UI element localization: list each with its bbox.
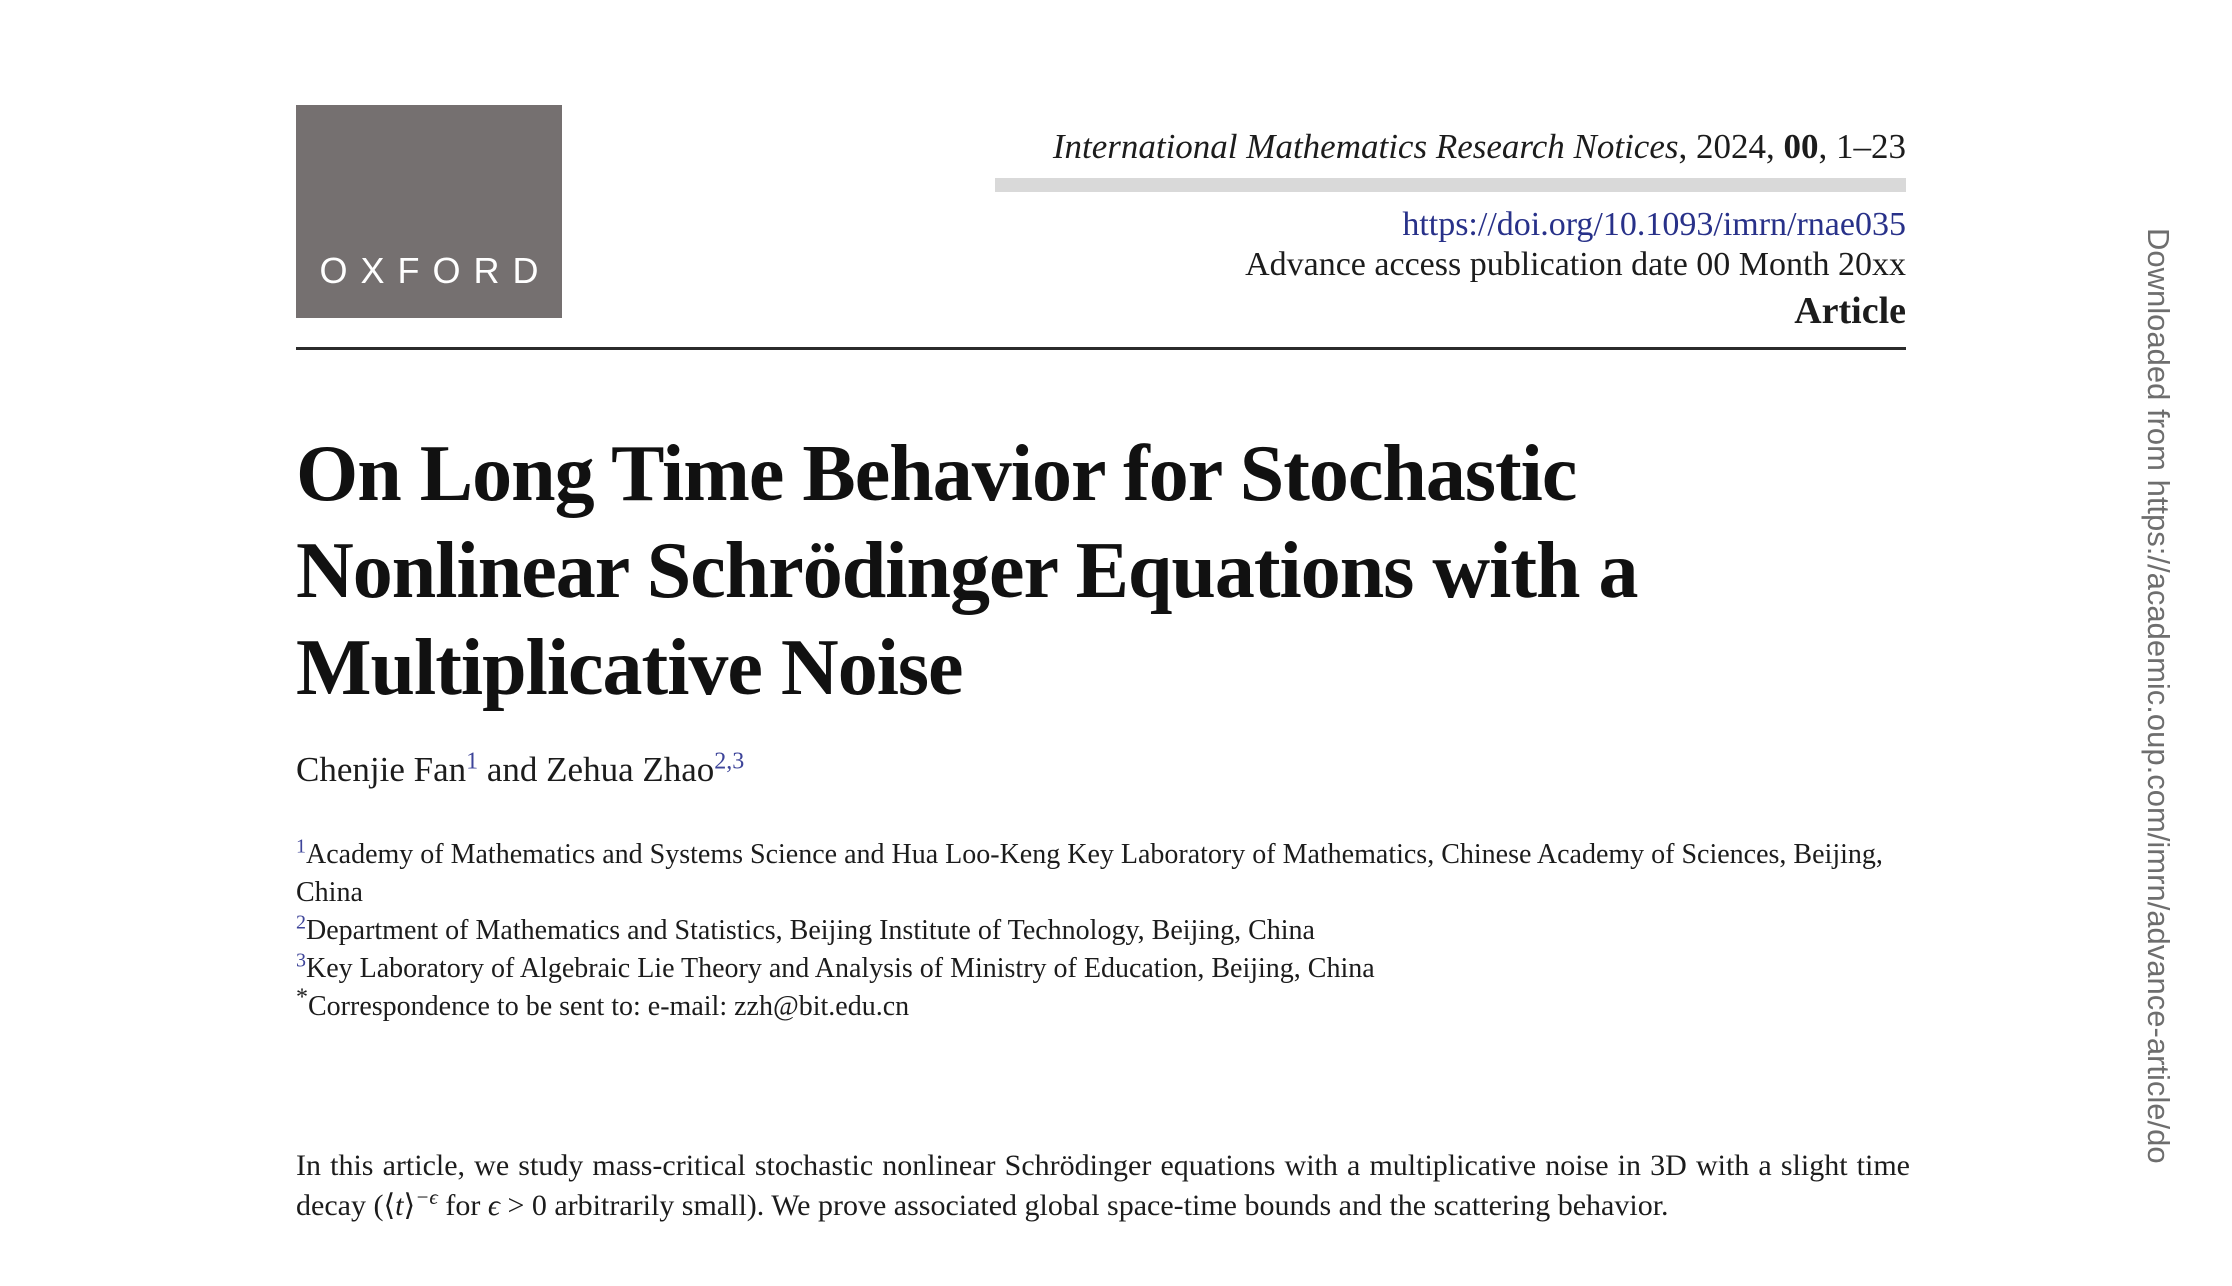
correspondence-text: Correspondence to be sent to: e-mail: zzh@bit.edu.cn <box>308 991 910 1022</box>
correspondence-line <box>296 984 1926 1026</box>
authors-joiner: and <box>478 750 547 789</box>
math-exponent: −ϵ <box>415 1185 438 1209</box>
affiliation-2-text: Department of Mathematics and Statistics, Beijing Institute of Technology, Beijing, China <box>306 915 1315 946</box>
math-angle-close: ⟩ <box>403 1189 416 1222</box>
abstract-part-2: for <box>437 1189 488 1222</box>
header-divider-bar <box>995 178 1906 192</box>
journal-name: International Mathematics Research Notices <box>1052 127 1679 166</box>
affiliation-3-mark: 3 <box>296 949 306 972</box>
author-2-name: Zehua Zhao <box>546 750 715 789</box>
authors-line <box>296 748 1896 792</box>
oxford-logo-text: OXFORD <box>319 250 552 291</box>
affiliation-1-text: Academy of Mathematics and Systems Science and Hua Loo-Keng Key Laboratory of Mathematics, Chinese Academy of Sciences, Beijing, China <box>296 839 1883 908</box>
journal-header <box>995 126 1906 330</box>
math-variable-t: t <box>395 1189 404 1222</box>
affiliation-3-text: Key Laboratory of Algebraic Lie Theory and Analysis of Ministry of Education, Beijing, China <box>306 953 1375 984</box>
abstract-text <box>296 1146 1910 1226</box>
affiliation-2-mark: 2 <box>296 911 306 934</box>
page-title <box>296 426 1916 717</box>
affiliation-3 <box>296 950 1926 988</box>
math-epsilon: ϵ <box>487 1189 500 1222</box>
affiliations-block <box>296 836 1926 1026</box>
advance-access-line: Advance access publication date 00 Month 20xx <box>1245 246 1906 283</box>
affiliation-1 <box>296 836 1926 912</box>
journal-year: , 2024, <box>1678 127 1784 166</box>
header-rule <box>296 347 1906 350</box>
author-2-affiliation-mark: 2,3 <box>714 748 745 775</box>
affiliation-1-mark: 1 <box>296 835 306 858</box>
abstract-part-3: > 0 arbitrarily small). We prove associated global space-time bounds and the scattering behavior. <box>499 1189 1669 1222</box>
doi-link[interactable]: https://doi.org/10.1093/imrn/rnae035 <box>1402 206 1906 243</box>
math-angle-open: ⟨ <box>383 1189 396 1222</box>
author-1-affiliation-mark: 1 <box>466 748 479 775</box>
abstract-part-1: In this article, we study mass-critical stochastic nonlinear Schrödinger equations with a multiplicative noise in 3D with a slight time decay ( <box>296 1149 1910 1222</box>
download-watermark: Downloaded from https://academic.oup.com/imrn/advance-article/do <box>2141 228 2176 1164</box>
author-1-name: Chenjie Fan <box>296 750 467 789</box>
article-type-label: Article <box>1794 290 1906 332</box>
title-line-3: Multiplicative Noise <box>296 624 963 712</box>
journal-volume: 00 <box>1783 127 1819 166</box>
correspondence-mark: * <box>296 984 308 1011</box>
title-line-2: Nonlinear Schrödinger Equations with a <box>296 527 1638 615</box>
doi-line <box>995 208 1906 242</box>
title-line-1: On Long Time Behavior for Stochastic <box>296 430 1577 518</box>
affiliation-2 <box>296 912 1926 950</box>
journal-citation-line <box>995 126 1906 168</box>
oxford-logo <box>296 105 562 318</box>
journal-pages: , 1–23 <box>1818 127 1906 166</box>
